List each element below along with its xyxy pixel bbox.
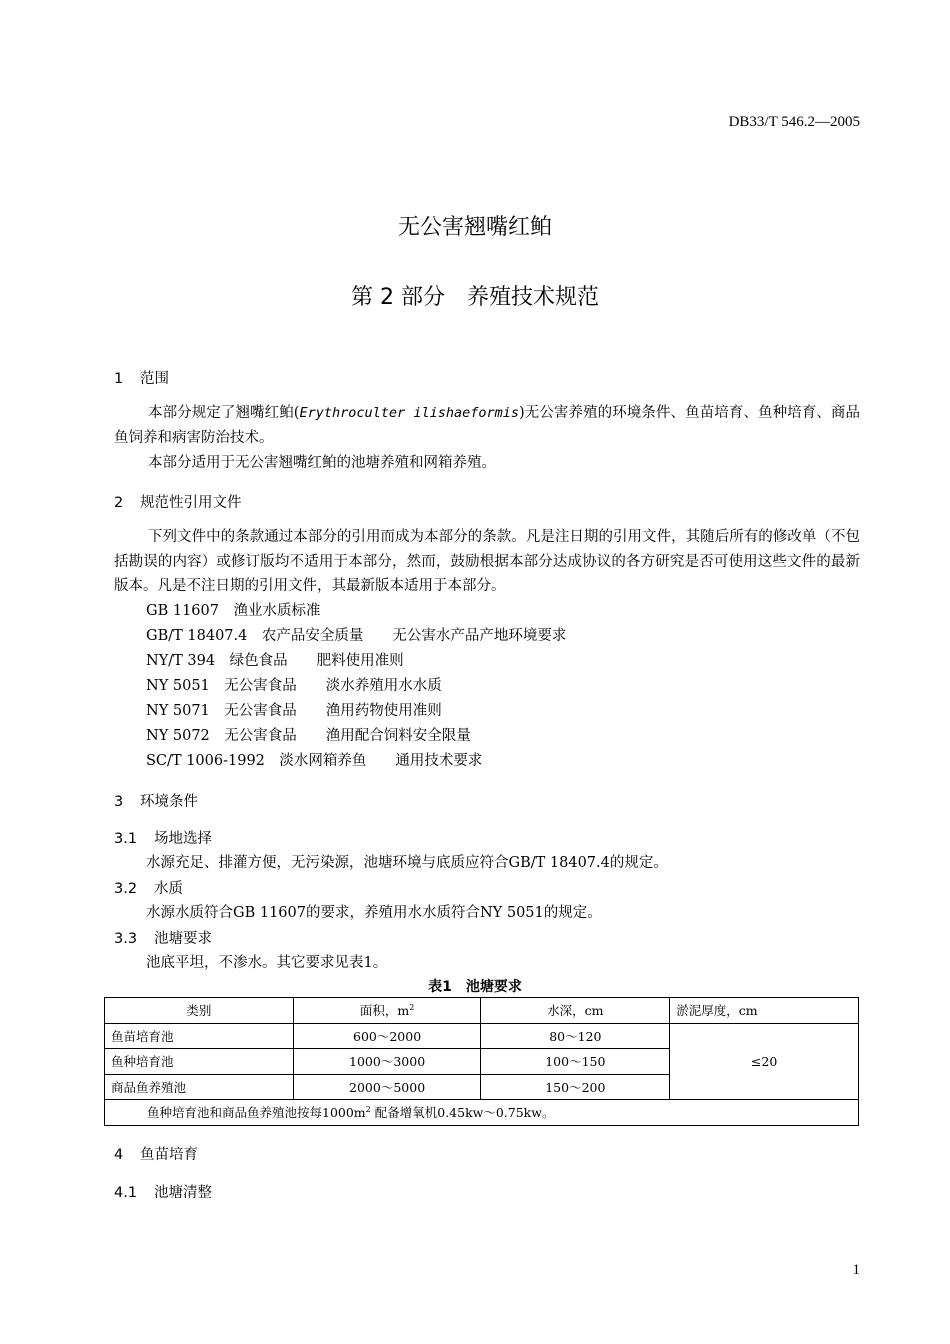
table-row [105, 1023, 859, 1049]
subsection-title: 池塘清整 [154, 1185, 212, 1201]
header-cell [293, 998, 481, 1024]
table-cell: 鱼种培育池 [105, 1049, 294, 1075]
superscript: 2 [409, 1003, 415, 1013]
section-number: 2 [114, 495, 124, 511]
subsection-3-1-heading [114, 827, 212, 848]
subsection-number: 3.2 [114, 881, 138, 897]
table-note-row [105, 1100, 859, 1126]
section-2-heading [114, 491, 242, 512]
subsection-title: 场地选择 [154, 831, 212, 847]
section-title: 鱼苗培育 [140, 1147, 198, 1163]
reference-item: NY 5072 无公害食品 渔用配合饲料安全限量 [146, 728, 471, 744]
header-text: 面积，m [359, 1003, 410, 1019]
subsection-3-3-text: 池底平坦，不渗水。其它要求见表1。 [146, 955, 388, 971]
text: 本部分规定了翘嘴红鲌( [148, 405, 300, 421]
section-number: 3 [114, 794, 124, 810]
section-4-heading [114, 1143, 198, 1164]
reference-item: SC/T 1006-1992 淡水网箱养鱼 通用技术要求 [146, 753, 483, 769]
table-cell-silt: ≤20 [670, 1023, 859, 1100]
table-cell: 1000～3000 [293, 1049, 481, 1075]
section-1-paragraph-1 [114, 401, 860, 450]
reference-item: GB 11607 渔业水质标准 [146, 603, 321, 619]
subsection-title: 水质 [154, 881, 183, 897]
subsection-number: 3.3 [114, 931, 138, 947]
superscript: 2 [365, 1105, 371, 1115]
table-cell: 2000～5000 [293, 1074, 481, 1100]
document-title: 无公害翘嘴红鲌 [397, 215, 552, 240]
table-note [105, 1100, 859, 1126]
text: )无公害养殖的环境条件、鱼苗培育、鱼种培育、商品鱼饲养和病害防治技术。 [114, 405, 861, 446]
section-number: 4 [114, 1147, 124, 1163]
page-number: 1 [852, 1262, 860, 1278]
reference-item: NY/T 394 绿色食品 肥料使用准则 [146, 653, 404, 669]
section-2-paragraph: 下列文件中的条款通过本部分的引用而成为本部分的条款。凡是注日期的引用文件，其随后所有的修改单（不包括勘误的内容）或修订版均不适用于本部分，然而，鼓励根据本部分达成协议的各方研究是否可使用这些文件的最新版本。凡是不注日期的引用文件，其最新版本适用于本部分。 [114, 529, 860, 594]
subsection-number: 3.1 [114, 831, 138, 847]
table-cell: 鱼苗培育池 [105, 1023, 294, 1049]
subsection-3-3-heading [114, 927, 212, 948]
section-title: 规范性引用文件 [140, 495, 242, 511]
reference-item: NY 5051 无公害食品 淡水养殖用水水质 [146, 678, 442, 694]
section-title: 范围 [140, 371, 169, 387]
section-3-heading [114, 790, 198, 811]
header-cell: 淤泥厚度，cm [670, 998, 859, 1024]
note-text: 配备增氧机0.45kw～0.75kw。 [370, 1105, 555, 1121]
table-cell: 150～200 [481, 1074, 670, 1100]
subsection-3-2-text: 水源水质符合GB 11607的要求，养殖用水水质符合NY 5051的规定。 [146, 905, 602, 921]
pond-requirements-table [104, 997, 859, 1126]
reference-item: NY 5071 无公害食品 渔用药物使用准则 [146, 703, 442, 719]
subsection-4-1-heading [114, 1181, 212, 1202]
subsection-title: 池塘要求 [154, 931, 212, 947]
table-cell: 80～120 [481, 1023, 670, 1049]
note-text: 鱼种培育池和商品鱼养殖池按每1000m [147, 1105, 366, 1121]
latin-name: Erythroculter ilishaeformis [299, 405, 519, 421]
subsection-3-2-heading [114, 877, 183, 898]
table-cell: 100～150 [481, 1049, 670, 1075]
subsection-number: 4.1 [114, 1185, 138, 1201]
reference-item: GB/T 18407.4 农产品安全质量 无公害水产品产地环境要求 [146, 628, 567, 644]
part-title: 第 2 部分 养殖技术规范 [351, 285, 599, 310]
table-header-row [105, 998, 859, 1024]
section-1-paragraph-2: 本部分适用于无公害翘嘴红鲌的池塘养殖和网箱养殖。 [148, 455, 496, 471]
subsection-3-1-text: 水源充足、排灌方便，无污染源，池塘环境与底质应符合GB/T 18407.4的规定。 [146, 855, 668, 871]
table-title: 表1 池塘要求 [428, 979, 522, 995]
section-title: 环境条件 [140, 794, 198, 810]
table-cell: 600～2000 [293, 1023, 481, 1049]
section-1-heading [114, 367, 169, 388]
table-cell: 商品鱼养殖池 [105, 1074, 294, 1100]
section-number: 1 [114, 371, 124, 387]
standard-number: DB33/T 546.2—2005 [728, 114, 860, 130]
header-cell: 类别 [105, 998, 294, 1024]
header-cell: 水深，cm [481, 998, 670, 1024]
